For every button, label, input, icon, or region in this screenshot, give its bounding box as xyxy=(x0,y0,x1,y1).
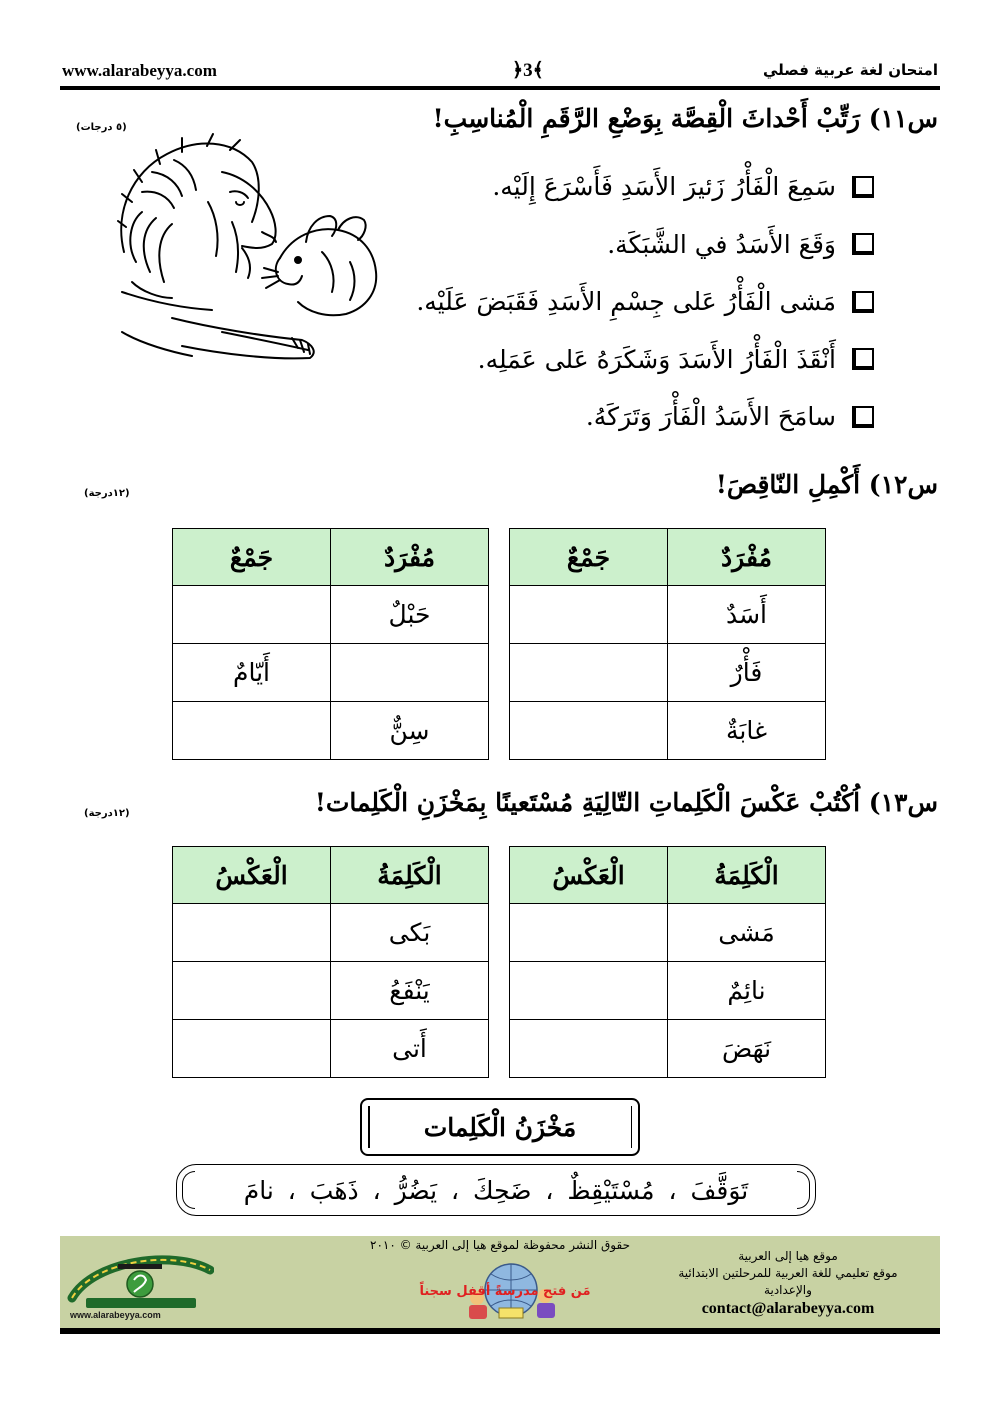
given-word: أَتى xyxy=(331,1020,489,1078)
q12-table-right xyxy=(509,528,826,760)
table-header-row xyxy=(173,529,489,586)
list-item xyxy=(374,331,874,389)
q13-marks: (١٢درجة) xyxy=(84,808,130,819)
header-website[interactable]: www.alarabeyya.com xyxy=(62,61,217,80)
given-word: غابَةٌ xyxy=(668,702,826,760)
table-row xyxy=(173,1020,489,1078)
table-header-row xyxy=(510,529,826,586)
column-header: جَمْعٌ xyxy=(173,529,331,586)
answer-cell[interactable] xyxy=(173,904,331,962)
footer-site-info xyxy=(658,1248,918,1317)
given-word: بَكى xyxy=(331,904,489,962)
answer-cell[interactable] xyxy=(510,962,668,1020)
answer-cell[interactable] xyxy=(510,904,668,962)
given-word: مَشى xyxy=(668,904,826,962)
table-row xyxy=(173,702,489,760)
footer-email[interactable]: contact@alarabeyya.com xyxy=(701,1300,875,1317)
table-row xyxy=(510,586,826,644)
answer-cell[interactable] xyxy=(510,1020,668,1078)
column-header: الْعَكْسُ xyxy=(510,847,668,904)
footer-divider xyxy=(60,1328,940,1334)
page-number: ﴿3﴾ xyxy=(512,60,544,81)
q12-marks: (١٢درجة) xyxy=(84,488,130,499)
event-text: سامَحَ الأَسَدُ الْفَأْرَ وَتَرَكَهُ. xyxy=(585,402,836,432)
table-row xyxy=(173,644,489,702)
footer-slogan: مَن فتح مدرسةً أقفل سجناً xyxy=(419,1284,591,1299)
lion-mouse-illustration xyxy=(112,132,382,372)
column-header: الْكَلِمَةُ xyxy=(331,847,489,904)
word-bank-title: مَخْزَنُ الْكَلِمات xyxy=(360,1098,640,1156)
column-header: الْكَلِمَةُ xyxy=(668,847,826,904)
table-header-row xyxy=(173,847,489,904)
q11-heading: س١١) رَتِّبْ أَحْداثَ الْقِصَّة بِوَضْعِ الرَّقَمِ الْمُناسِبِ! xyxy=(432,104,938,133)
exam-title: امتحان لغة عربية فصلي xyxy=(763,61,938,79)
list-item xyxy=(374,273,874,331)
table-row xyxy=(510,962,826,1020)
q11-marks: (٥ درجات) xyxy=(76,122,127,133)
word-bank-list: تَوَقَّفَ ، مُسْتَيْقِظٌ ، ضَحِكَ ، يَضُرُّ ، ذَهَبَ ، نامَ xyxy=(243,1175,749,1205)
table-header-row xyxy=(510,847,826,904)
table-row xyxy=(510,702,826,760)
answer-cell[interactable] xyxy=(510,644,668,702)
given-word: يَنْفَعُ xyxy=(331,962,489,1020)
order-number-box[interactable] xyxy=(852,291,874,313)
q13-table-left xyxy=(172,846,489,1078)
footer-description: موقع تعليمي للغة العربية للمرحلتين الابتدائية والإعدادية xyxy=(678,1266,898,1297)
given-word: أَسَدٌ xyxy=(668,586,826,644)
column-header: الْعَكْسُ xyxy=(173,847,331,904)
event-text: سَمِعَ الْفَأْرُ زَئيرَ الأَسَدِ فَأَسْرَعَ إِلَيْه. xyxy=(492,172,836,202)
table-row xyxy=(173,586,489,644)
q13-table-right xyxy=(509,846,826,1078)
copyright-notice: حقوق النشر محفوظة لموقع هيا إلى العربية © ٢٠١٠ xyxy=(370,1238,630,1252)
given-word: سِنٌّ xyxy=(331,702,489,760)
given-word: فَأْرٌ xyxy=(668,644,826,702)
order-number-box[interactable] xyxy=(852,233,874,255)
q11-items-list xyxy=(374,158,874,446)
footer-site-name: موقع هيا إلى العربية xyxy=(738,1249,838,1263)
page-header xyxy=(60,58,940,88)
q12-table-left xyxy=(172,528,489,760)
q12-heading: س١٢) أَكْمِلِ النّاقِصَ! xyxy=(715,470,938,499)
column-header: مُفْرَدٌ xyxy=(668,529,826,586)
list-item xyxy=(374,158,874,216)
page-footer xyxy=(60,1236,940,1328)
given-word: أَيّامٌ xyxy=(173,644,331,702)
table-row xyxy=(510,644,826,702)
table-row xyxy=(173,962,489,1020)
list-item xyxy=(374,388,874,446)
answer-cell[interactable] xyxy=(331,644,489,702)
column-header: مُفْرَدٌ xyxy=(331,529,489,586)
answer-cell[interactable] xyxy=(173,586,331,644)
list-item xyxy=(374,216,874,274)
table-row xyxy=(510,904,826,962)
answer-cell[interactable] xyxy=(173,962,331,1020)
table-row xyxy=(173,904,489,962)
given-word: نائِمٌ xyxy=(668,962,826,1020)
order-number-box[interactable] xyxy=(852,406,874,428)
order-number-box[interactable] xyxy=(852,176,874,198)
word-bank-words xyxy=(176,1164,816,1216)
event-text: وَقَعَ الأَسَدُ في الشَّبَكَة. xyxy=(607,229,836,259)
q13-heading: س١٣) اُكْتُبْ عَكْسَ الْكَلِماتِ التّالِيَةِ مُسْتَعينًا بِمَخْزَنِ الْكَلِمات! xyxy=(314,788,938,817)
event-text: مَشى الْفَأْرُ عَلى جِسْمِ الأَسَدِ فَقَبَضَ عَلَيْه. xyxy=(416,287,836,317)
header-divider xyxy=(60,86,940,90)
given-word: حَبْلٌ xyxy=(331,586,489,644)
logo-website: www.alarabeyya.com xyxy=(70,1310,161,1320)
order-number-box[interactable] xyxy=(852,348,874,370)
answer-cell[interactable] xyxy=(510,702,668,760)
answer-cell[interactable] xyxy=(173,702,331,760)
column-header: جَمْعٌ xyxy=(510,529,668,586)
answer-cell[interactable] xyxy=(510,586,668,644)
answer-cell[interactable] xyxy=(173,1020,331,1078)
given-word: نَهَضَ xyxy=(668,1020,826,1078)
table-row xyxy=(510,1020,826,1078)
event-text: أَنْقَذَ الْفَأْرُ الأَسَدَ وَشَكَرَهُ عَلى عَمَلِه. xyxy=(477,344,836,374)
